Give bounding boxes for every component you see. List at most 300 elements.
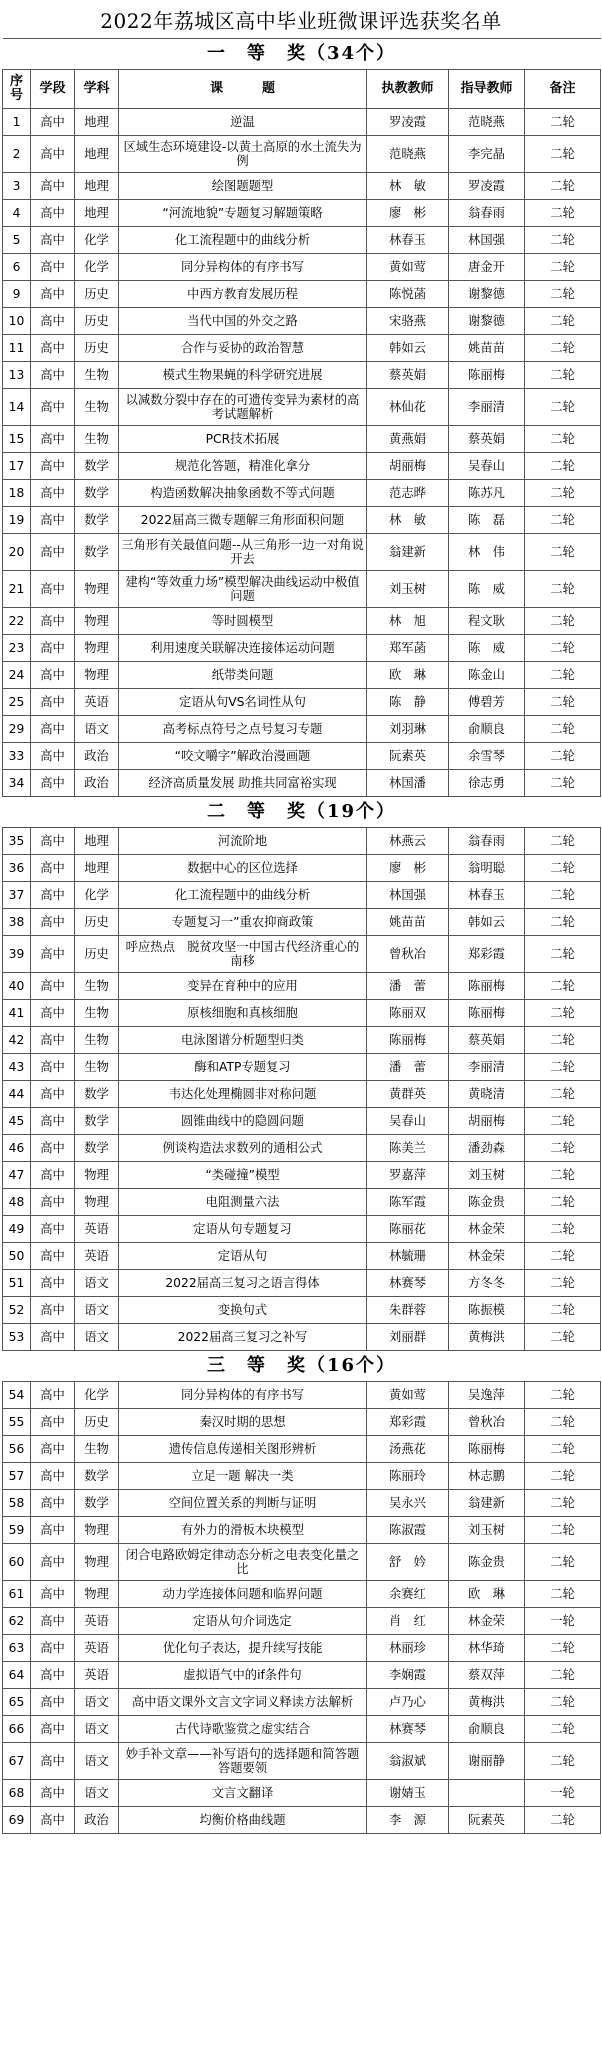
cell-teacher: 范志晔 [367, 480, 449, 507]
cell-topic: 高考标点符号之点号复习专题 [119, 716, 367, 743]
cell-stage: 高中 [31, 1243, 75, 1270]
cell-note: 二轮 [525, 281, 601, 308]
cell-stage: 高中 [31, 1608, 75, 1635]
cell-teacher: 林国强 [367, 882, 449, 909]
cell-topic: 虚拟语气中的if条件句 [119, 1662, 367, 1689]
cell-stage: 高中 [31, 1189, 75, 1216]
cell-note: 二轮 [525, 936, 601, 973]
cell-teacher: 林春玉 [367, 227, 449, 254]
cell-topic: 变换句式 [119, 1297, 367, 1324]
cell-teacher: 林毓珊 [367, 1243, 449, 1270]
cell-stage: 高中 [31, 308, 75, 335]
cell-mentor: 陈金山 [449, 662, 525, 689]
cell-topic: “咬文嚼字”解政治漫画题 [119, 743, 367, 770]
cell-stage: 高中 [31, 608, 75, 635]
cell-teacher: 李 源 [367, 1807, 449, 1834]
table-row [3, 1436, 601, 1463]
cell-subject: 物理 [75, 662, 119, 689]
cell-index: 51 [3, 1270, 31, 1297]
table-row [3, 254, 601, 281]
cell-teacher: 林 旭 [367, 608, 449, 635]
cell-note: 二轮 [525, 1108, 601, 1135]
cell-stage: 高中 [31, 689, 75, 716]
cell-teacher: 郑军菡 [367, 635, 449, 662]
cell-subject: 语文 [75, 1689, 119, 1716]
cell-topic: PCR技术拓展 [119, 426, 367, 453]
table-row [3, 1243, 601, 1270]
cell-subject: 生物 [75, 426, 119, 453]
cell-teacher: 罗凌霞 [367, 109, 449, 136]
cell-note: 二轮 [525, 828, 601, 855]
cell-teacher: 廖 彬 [367, 855, 449, 882]
table-row [3, 936, 601, 973]
cell-subject: 政治 [75, 743, 119, 770]
cell-index: 11 [3, 335, 31, 362]
table-row [3, 1662, 601, 1689]
cell-index: 45 [3, 1108, 31, 1135]
cell-mentor: 阮素英 [449, 1807, 525, 1834]
cell-stage: 高中 [31, 1027, 75, 1054]
table-row [3, 173, 601, 200]
cell-topic: 空间位置关系的判断与证明 [119, 1490, 367, 1517]
cell-index: 56 [3, 1436, 31, 1463]
cell-note: 二轮 [525, 1135, 601, 1162]
cell-teacher: 范晓燕 [367, 136, 449, 173]
cell-mentor: 韩如云 [449, 909, 525, 936]
cell-note: 二轮 [525, 1743, 601, 1780]
cell-stage: 高中 [31, 426, 75, 453]
cell-topic: 电阻测量六法 [119, 1189, 367, 1216]
cell-stage: 高中 [31, 1081, 75, 1108]
section-row [3, 39, 601, 70]
table-row [3, 1689, 601, 1716]
cell-subject: 生物 [75, 1027, 119, 1054]
cell-topic: 同分异构体的有序书写 [119, 1382, 367, 1409]
cell-note: 二轮 [525, 1581, 601, 1608]
cell-subject: 数学 [75, 534, 119, 571]
cell-index: 62 [3, 1608, 31, 1635]
cell-teacher: 吴永兴 [367, 1490, 449, 1517]
cell-index: 19 [3, 507, 31, 534]
cell-subject: 数学 [75, 480, 119, 507]
cell-teacher: 谢婧玉 [367, 1780, 449, 1807]
table-row [3, 1490, 601, 1517]
table-row [3, 1743, 601, 1780]
cell-subject: 历史 [75, 1409, 119, 1436]
cell-stage: 高中 [31, 1807, 75, 1834]
cell-topic: 定语从句专题复习 [119, 1216, 367, 1243]
table-row [3, 571, 601, 608]
header-note: 备注 [525, 70, 601, 109]
cell-topic: 古代诗歌鉴赏之虚实结合 [119, 1716, 367, 1743]
cell-index: 15 [3, 426, 31, 453]
cell-index: 65 [3, 1689, 31, 1716]
cell-subject: 数学 [75, 1081, 119, 1108]
cell-note: 二轮 [525, 608, 601, 635]
cell-topic: 三角形有关最值问题--从三角形一边一对角说开去 [119, 534, 367, 571]
cell-note: 二轮 [525, 389, 601, 426]
cell-index: 22 [3, 608, 31, 635]
cell-note: 一轮 [525, 1608, 601, 1635]
table-row [3, 828, 601, 855]
cell-topic: 绘图题题型 [119, 173, 367, 200]
cell-mentor: 蔡英娟 [449, 1027, 525, 1054]
header-index: 序号 [3, 70, 31, 109]
cell-mentor: 程文耿 [449, 608, 525, 635]
cell-note: 二轮 [525, 1807, 601, 1834]
cell-subject: 地理 [75, 109, 119, 136]
cell-topic: 河流阶地 [119, 828, 367, 855]
cell-stage: 高中 [31, 1581, 75, 1608]
cell-teacher: 陈淑霞 [367, 1517, 449, 1544]
cell-index: 67 [3, 1743, 31, 1780]
cell-note: 二轮 [525, 426, 601, 453]
cell-teacher: 陈美兰 [367, 1135, 449, 1162]
table-row [3, 1162, 601, 1189]
cell-subject: 地理 [75, 200, 119, 227]
table-row [3, 716, 601, 743]
table-row [3, 1716, 601, 1743]
cell-index: 64 [3, 1662, 31, 1689]
cell-mentor: 林金荣 [449, 1216, 525, 1243]
cell-stage: 高中 [31, 716, 75, 743]
table-row [3, 1054, 601, 1081]
table-row [3, 200, 601, 227]
cell-note: 二轮 [525, 453, 601, 480]
cell-stage: 高中 [31, 855, 75, 882]
cell-note: 二轮 [525, 1662, 601, 1689]
table-row [3, 1780, 601, 1807]
cell-mentor: 谢黎德 [449, 281, 525, 308]
cell-mentor: 陈 威 [449, 635, 525, 662]
header-row [3, 70, 601, 109]
cell-stage: 高中 [31, 281, 75, 308]
cell-index: 68 [3, 1780, 31, 1807]
cell-topic: 妙手补文章——补写语句的选择题和简答题答题要领 [119, 1743, 367, 1780]
cell-stage: 高中 [31, 335, 75, 362]
cell-subject: 历史 [75, 936, 119, 973]
cell-stage: 高中 [31, 254, 75, 281]
cell-mentor: 翁明聪 [449, 855, 525, 882]
cell-note: 二轮 [525, 1027, 601, 1054]
cell-note: 二轮 [525, 1000, 601, 1027]
cell-topic: 2022届高三复习之补写 [119, 1324, 367, 1351]
cell-topic: 立足一题 解决一类 [119, 1463, 367, 1490]
cell-stage: 高中 [31, 770, 75, 797]
cell-stage: 高中 [31, 1000, 75, 1027]
cell-topic: 区域生态环境建设-以黄土高原的水土流失为例 [119, 136, 367, 173]
cell-subject: 物理 [75, 608, 119, 635]
cell-index: 34 [3, 770, 31, 797]
cell-mentor: 俞顺良 [449, 1716, 525, 1743]
header-stage: 学段 [31, 70, 75, 109]
cell-index: 60 [3, 1544, 31, 1581]
cell-topic: 圆锥曲线中的隐圆问题 [119, 1108, 367, 1135]
cell-mentor: 黄梅洪 [449, 1689, 525, 1716]
cell-index: 66 [3, 1716, 31, 1743]
cell-stage: 高中 [31, 1635, 75, 1662]
cell-index: 6 [3, 254, 31, 281]
cell-stage: 高中 [31, 973, 75, 1000]
cell-mentor: 谢黎德 [449, 308, 525, 335]
cell-teacher: 欧 琳 [367, 662, 449, 689]
cell-stage: 高中 [31, 534, 75, 571]
cell-index: 39 [3, 936, 31, 973]
cell-subject: 生物 [75, 1054, 119, 1081]
cell-teacher: 刘玉树 [367, 571, 449, 608]
cell-mentor: 郑彩霞 [449, 936, 525, 973]
table-row [3, 335, 601, 362]
cell-mentor: 陈苏凡 [449, 480, 525, 507]
cell-mentor: 陈 威 [449, 571, 525, 608]
cell-teacher: 韩如云 [367, 335, 449, 362]
cell-stage: 高中 [31, 743, 75, 770]
cell-index: 13 [3, 362, 31, 389]
cell-mentor: 陈金贵 [449, 1544, 525, 1581]
cell-topic: 均衡价格曲线题 [119, 1807, 367, 1834]
cell-mentor: 林志鹏 [449, 1463, 525, 1490]
table-row [3, 389, 601, 426]
cell-teacher: 蔡英娟 [367, 362, 449, 389]
table-row [3, 1409, 601, 1436]
cell-subject: 历史 [75, 335, 119, 362]
cell-subject: 生物 [75, 1000, 119, 1027]
cell-teacher: 黄如莺 [367, 1382, 449, 1409]
cell-topic: “类碰撞”模型 [119, 1162, 367, 1189]
table-row [3, 689, 601, 716]
cell-mentor: 曾秋冶 [449, 1409, 525, 1436]
cell-topic: 构造函数解决抽象函数不等式问题 [119, 480, 367, 507]
cell-note: 二轮 [525, 689, 601, 716]
cell-mentor: 林国强 [449, 227, 525, 254]
cell-stage: 高中 [31, 662, 75, 689]
cell-teacher: 林燕云 [367, 828, 449, 855]
cell-teacher: 李娴霞 [367, 1662, 449, 1689]
cell-topic: 变异在育种中的应用 [119, 973, 367, 1000]
table-row [3, 1297, 601, 1324]
cell-teacher: 林仙花 [367, 389, 449, 426]
cell-teacher: 汤燕花 [367, 1436, 449, 1463]
cell-index: 2 [3, 136, 31, 173]
table-row [3, 1081, 601, 1108]
cell-stage: 高中 [31, 507, 75, 534]
cell-teacher: 余赛红 [367, 1581, 449, 1608]
cell-stage: 高中 [31, 109, 75, 136]
cell-subject: 历史 [75, 909, 119, 936]
cell-index: 54 [3, 1382, 31, 1409]
table-row [3, 1635, 601, 1662]
cell-stage: 高中 [31, 1324, 75, 1351]
cell-index: 18 [3, 480, 31, 507]
cell-mentor: 刘玉树 [449, 1162, 525, 1189]
cell-note: 二轮 [525, 1409, 601, 1436]
cell-topic: 化工流程题中的曲线分析 [119, 882, 367, 909]
cell-note: 二轮 [525, 1243, 601, 1270]
cell-index: 14 [3, 389, 31, 426]
cell-mentor [449, 1780, 525, 1807]
cell-mentor: 潘劲森 [449, 1135, 525, 1162]
cell-mentor: 林华琦 [449, 1635, 525, 1662]
cell-index: 53 [3, 1324, 31, 1351]
cell-index: 52 [3, 1297, 31, 1324]
cell-teacher: 潘 蕾 [367, 1054, 449, 1081]
cell-note: 二轮 [525, 973, 601, 1000]
cell-topic: 模式生物果蝇的科学研究进展 [119, 362, 367, 389]
cell-topic: 酶和ATP专题复习 [119, 1054, 367, 1081]
cell-index: 57 [3, 1463, 31, 1490]
cell-stage: 高中 [31, 936, 75, 973]
cell-note: 二轮 [525, 662, 601, 689]
cell-subject: 英语 [75, 1216, 119, 1243]
cell-index: 40 [3, 973, 31, 1000]
cell-topic: 合作与妥协的政治智慧 [119, 335, 367, 362]
cell-teacher: 阮素英 [367, 743, 449, 770]
cell-note: 二轮 [525, 1716, 601, 1743]
table-row [3, 1807, 601, 1834]
cell-teacher: 林 敏 [367, 507, 449, 534]
cell-subject: 生物 [75, 973, 119, 1000]
cell-index: 49 [3, 1216, 31, 1243]
cell-topic: 呼应热点 脱贫攻坚一中国古代经济重心的南移 [119, 936, 367, 973]
cell-mentor: 黄梅洪 [449, 1324, 525, 1351]
cell-topic: 优化句子表达，提升续写技能 [119, 1635, 367, 1662]
cell-subject: 英语 [75, 1662, 119, 1689]
cell-topic: 当代中国的外交之路 [119, 308, 367, 335]
cell-index: 24 [3, 662, 31, 689]
cell-mentor: 蔡英娟 [449, 426, 525, 453]
cell-note: 二轮 [525, 1689, 601, 1716]
cell-mentor: 吴春山 [449, 453, 525, 480]
cell-stage: 高中 [31, 1517, 75, 1544]
cell-index: 21 [3, 571, 31, 608]
cell-subject: 语文 [75, 1270, 119, 1297]
cell-teacher: 陈 静 [367, 689, 449, 716]
header-mentor: 指导教师 [449, 70, 525, 109]
table-row [3, 1000, 601, 1027]
cell-mentor: 陈振模 [449, 1297, 525, 1324]
cell-subject: 语文 [75, 716, 119, 743]
cell-mentor: 唐金开 [449, 254, 525, 281]
cell-subject: 生物 [75, 389, 119, 426]
table-row [3, 855, 601, 882]
cell-note: 二轮 [525, 1270, 601, 1297]
cell-teacher: 胡丽梅 [367, 453, 449, 480]
header-teacher: 执教教师 [367, 70, 449, 109]
table-row [3, 1324, 601, 1351]
cell-teacher: 陈丽花 [367, 1216, 449, 1243]
cell-stage: 高中 [31, 1436, 75, 1463]
cell-note: 二轮 [525, 882, 601, 909]
table-row [3, 1135, 601, 1162]
cell-note: 二轮 [525, 480, 601, 507]
cell-stage: 高中 [31, 136, 75, 173]
cell-topic: 2022届高三复习之语言得体 [119, 1270, 367, 1297]
cell-mentor: 陈丽梅 [449, 1436, 525, 1463]
cell-index: 43 [3, 1054, 31, 1081]
table-row [3, 973, 601, 1000]
cell-topic: 以减数分裂中存在的可遗传变异为素材的高考试题解析 [119, 389, 367, 426]
table-row [3, 1608, 601, 1635]
table-row [3, 136, 601, 173]
cell-index: 50 [3, 1243, 31, 1270]
award-table [2, 38, 601, 1834]
cell-stage: 高中 [31, 1689, 75, 1716]
cell-teacher: 陈丽玲 [367, 1463, 449, 1490]
cell-teacher: 陈军霞 [367, 1189, 449, 1216]
cell-index: 37 [3, 882, 31, 909]
table-row [3, 635, 601, 662]
cell-teacher: 郑彩霞 [367, 1409, 449, 1436]
cell-mentor: 范晓燕 [449, 109, 525, 136]
cell-subject: 语文 [75, 1297, 119, 1324]
cell-teacher: 林赛琴 [367, 1716, 449, 1743]
cell-teacher: 林国潘 [367, 770, 449, 797]
cell-stage: 高中 [31, 1108, 75, 1135]
header-topic: 课 题 [119, 70, 367, 109]
cell-stage: 高中 [31, 1490, 75, 1517]
cell-teacher: 朱群蓉 [367, 1297, 449, 1324]
cell-note: 二轮 [525, 1517, 601, 1544]
cell-mentor: 姚苗苗 [449, 335, 525, 362]
cell-note: 二轮 [525, 1189, 601, 1216]
cell-teacher: 黄群英 [367, 1081, 449, 1108]
cell-subject: 英语 [75, 1635, 119, 1662]
cell-topic: 2022届高三微专题解三角形面积问题 [119, 507, 367, 534]
cell-stage: 高中 [31, 1544, 75, 1581]
cell-topic: 定语从句 [119, 1243, 367, 1270]
cell-mentor: 陈丽梅 [449, 362, 525, 389]
cell-mentor: 黄晓清 [449, 1081, 525, 1108]
cell-teacher: 翁建新 [367, 534, 449, 571]
cell-stage: 高中 [31, 1135, 75, 1162]
cell-index: 63 [3, 1635, 31, 1662]
cell-note: 二轮 [525, 1544, 601, 1581]
cell-index: 47 [3, 1162, 31, 1189]
cell-note: 二轮 [525, 770, 601, 797]
cell-teacher: 陈悦菡 [367, 281, 449, 308]
cell-index: 33 [3, 743, 31, 770]
cell-mentor: 傅碧芳 [449, 689, 525, 716]
cell-topic: 闭合电路欧姆定律动态分析之电表变化量之比 [119, 1544, 367, 1581]
cell-teacher: 曾秋冶 [367, 936, 449, 973]
cell-topic: 有外力的滑板木块模型 [119, 1517, 367, 1544]
cell-teacher: 潘 蕾 [367, 973, 449, 1000]
cell-topic: 例谈构造法求数列的通相公式 [119, 1135, 367, 1162]
cell-subject: 政治 [75, 1807, 119, 1834]
cell-subject: 地理 [75, 855, 119, 882]
cell-stage: 高中 [31, 1743, 75, 1780]
cell-teacher: 陈丽双 [367, 1000, 449, 1027]
cell-subject: 地理 [75, 136, 119, 173]
cell-teacher: 姚苗苗 [367, 909, 449, 936]
cell-index: 55 [3, 1409, 31, 1436]
cell-note: 二轮 [525, 308, 601, 335]
cell-note: 二轮 [525, 109, 601, 136]
section-title: 二 等 奖（19个） [3, 797, 601, 828]
cell-index: 10 [3, 308, 31, 335]
table-row [3, 362, 601, 389]
cell-topic: 规范化答题，精准化拿分 [119, 453, 367, 480]
cell-note: 二轮 [525, 909, 601, 936]
table-row [3, 1517, 601, 1544]
cell-topic: 定语从句VS名词性从句 [119, 689, 367, 716]
cell-topic: 数据中心的区位选择 [119, 855, 367, 882]
cell-stage: 高中 [31, 882, 75, 909]
cell-topic: 建构“等效重力场”模型解决曲线运动中极值问题 [119, 571, 367, 608]
cell-note: 二轮 [525, 1054, 601, 1081]
cell-stage: 高中 [31, 635, 75, 662]
cell-subject: 英语 [75, 1243, 119, 1270]
